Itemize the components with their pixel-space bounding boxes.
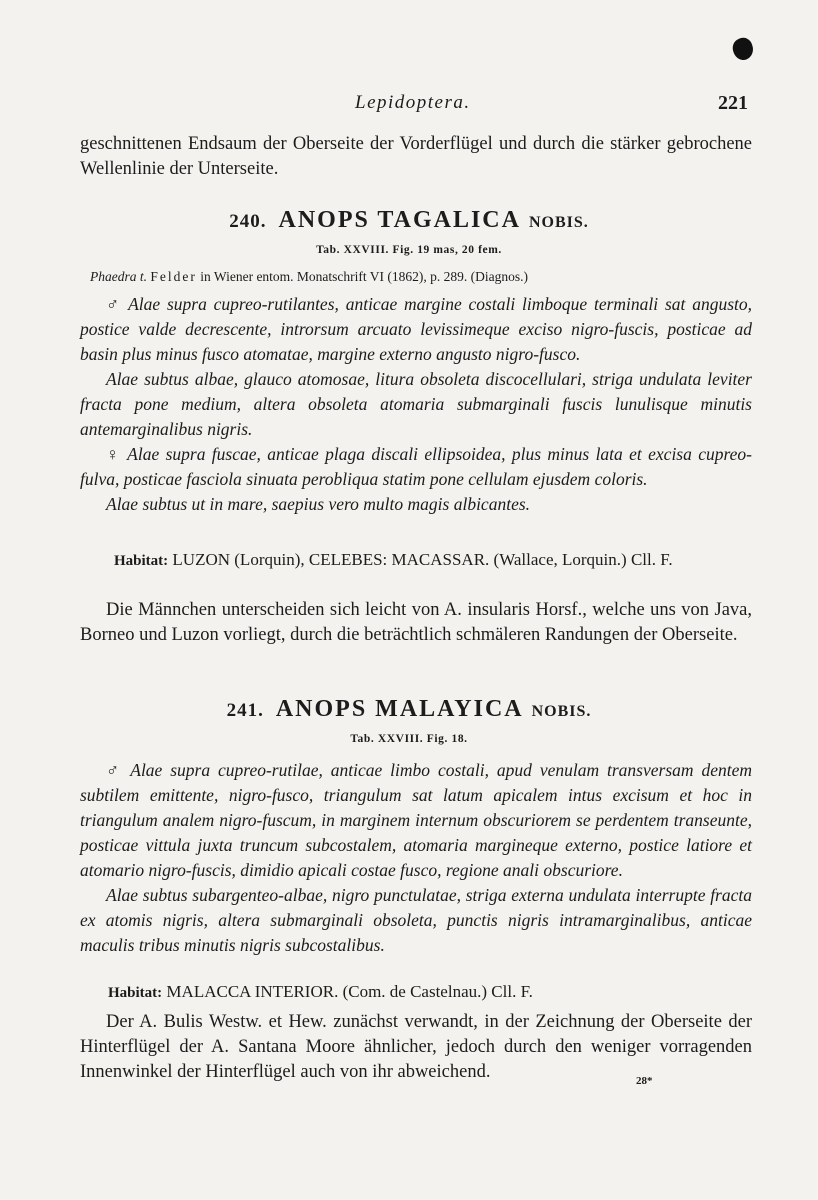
latin-paragraph: Alae subtus subargenteo-albae, nigro punctulatae, striga externa undulata interrupte fracta ex atomis nigris, altera submarginali obsoleta, punctis nigris intramarginalibus, anticae maculis tribus minutis nigris subcostalibus.: [80, 885, 752, 955]
synonym-name: Phaedra t.: [90, 269, 147, 284]
habitat-label: Habitat:: [108, 985, 163, 1001]
species-heading: [0, 696, 818, 723]
habitat-text: MALACCA INTERIOR. (Com. de Castelnau.) Cll. F.: [166, 982, 533, 1001]
latin-paragraph: ♂ Alae supra cupreo-rutilae, anticae limbo costali, apud venulam transversam dentem subtilem emittente, nigro-fusco, triangulum sat latum apicalem intus excisum et hoc in triangulum analem nigro-fuscum, in marginem internum obscuriorem se perdentem transeunte, posticae vittula juxta truncum subcostalem, atomaria margineque externo, postice latiore et atomario nigro-fuscis, dimidio apicali costae fusco, regione anali obscuriore.: [80, 760, 752, 880]
german-paragraph: Der A. Bulis Westw. et Hew. zunächst verwandt, in der Zeichnung der Oberseite der Hinterflügel der A. Santana Moore ähnlicher, jedoch durch den weniger vorragenden Innenwinkel der Hinterflügel auch von ihr abweichend.: [80, 1012, 752, 1082]
latin-paragraph: Alae subtus ut in mare, saepius vero multo magis albicantes.: [106, 494, 531, 514]
species-heading: [0, 207, 818, 234]
german-note: [80, 598, 752, 648]
habitat-label: Habitat:: [114, 553, 169, 569]
latin-description: [80, 758, 752, 958]
species-name: ANOPS TAGALICA: [278, 207, 521, 233]
species-name: ANOPS MALAYICA: [275, 696, 524, 722]
latin-paragraph: ♂ Alae supra cupreo-rutilantes, anticae margine costali limboque terminali sat angusto, postice valde decrescente, introrsum arcuato levissimeque exciso nigro-fuscis, posticae ad basin plus minus fusco atomatae, margine externo angusto nigro-fusco.: [80, 294, 752, 364]
synonym-author: Felder: [150, 269, 197, 284]
species-authority: NOBIS.: [528, 214, 589, 231]
habitat-line: [80, 980, 752, 1005]
intro-paragraph-block: [80, 132, 752, 182]
plate-reference: Tab. XXVIII. Fig. 18.: [350, 733, 468, 745]
habitat-text: LUZON (Lorquin), CELEBES: MACASSAR. (Wallace, Lorquin.) Cll. F.: [172, 550, 673, 569]
german-paragraph: Die Männchen unterscheiden sich leicht von A. insularis Horsf., welche uns von Java, Borneo und Luzon vorliegt, durch die beträchtlich schmäleren Randungen der Oberseite.: [80, 600, 752, 645]
species-authority: NOBIS.: [531, 703, 592, 720]
plate-reference: Tab. XXVIII. Fig. 19 mas, 20 fem.: [316, 244, 502, 256]
habitat-line: [80, 548, 752, 573]
latin-description: [80, 292, 752, 517]
page-number: 221: [718, 92, 748, 114]
latin-paragraph: ♀ Alae supra fuscae, anticae plaga discali ellipsoidea, plus minus lata et excisa cupreo-fulva, posticae fasciola sinuata perobliqua statim pone cellulam ejusdem coloris.: [80, 444, 752, 489]
species-number: 241.: [226, 700, 264, 721]
german-note: [80, 1010, 752, 1085]
running-head: [0, 92, 818, 122]
signature-mark: 28*: [636, 1075, 653, 1087]
ink-blot: [730, 35, 756, 63]
intro-paragraph: geschnittenen Endsaum der Oberseite der Vorderflügel und durch die stärker gebrochene Wellenlinie der Unterseite.: [80, 134, 752, 179]
running-title: Lepidoptera.: [355, 92, 471, 113]
species-number: 240.: [229, 211, 267, 232]
latin-paragraph: Alae subtus albae, glauco atomosae, litura obsoleta discocellulari, striga undulata leviter fracta pone medium, altera obsoleta atomaria submarginali fuscis lunulisque minutis antemarginalibus nigris.: [80, 369, 752, 439]
synonym-citation: in Wiener entom. Monatschrift VI (1862), p. 289. (Diagnos.): [200, 269, 529, 284]
synonym-reference: [90, 268, 750, 286]
